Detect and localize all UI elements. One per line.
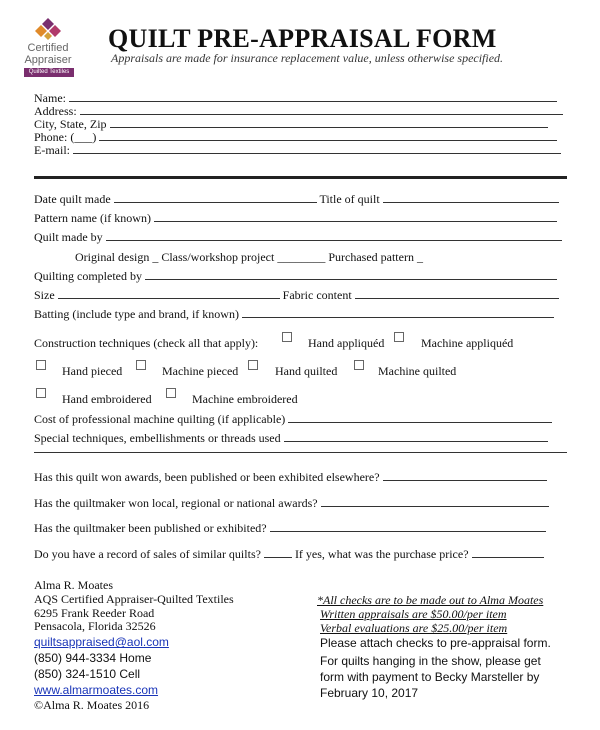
published-question[interactable]: [34, 521, 546, 535]
cost-label: Cost of professional machine quilting (if applicable): [34, 412, 286, 426]
special-techniques-line[interactable]: [284, 431, 548, 442]
date-made-line[interactable]: [114, 192, 317, 203]
verbal-evaluation-note: Verbal evaluations are $25.00/per item: [320, 621, 508, 635]
email-label: E-mail:: [34, 143, 70, 157]
machine-quilted-label: Machine quilted: [378, 364, 457, 378]
hand-pieced-label: Hand pieced: [62, 364, 123, 378]
email-field[interactable]: [34, 143, 561, 157]
quilting-by-line[interactable]: [145, 269, 557, 280]
hand-quilted-label: Hand quilted: [275, 364, 338, 378]
purchased-pattern-option[interactable]: Purchased pattern _: [328, 250, 423, 264]
hand-appliqued-label: Hand appliquéd: [308, 336, 385, 350]
published-label: Has the quiltmaker been published or exhibited?: [34, 521, 267, 535]
quilt-diamond-icon: [26, 18, 70, 40]
sales-question[interactable]: [34, 547, 544, 561]
class-project-option[interactable]: Class/workshop project ________: [161, 250, 326, 264]
city-field[interactable]: [34, 117, 548, 131]
awards-answer-line[interactable]: [383, 470, 547, 481]
made-by-line[interactable]: [106, 230, 562, 241]
batting-field[interactable]: [34, 307, 554, 321]
appraiser-street: 6295 Frank Reeder Road: [34, 605, 155, 620]
written-appraisal-note: Written appraisals are $50.00/per item: [320, 607, 507, 621]
address-field[interactable]: [34, 104, 563, 118]
deadline-date: February 10, 2017: [320, 686, 419, 700]
construction-label: Construction techniques (check all that apply):: [34, 336, 259, 350]
name-label: Name:: [34, 91, 66, 105]
show-note-2: form with payment to Becky Marsteller by: [320, 670, 540, 684]
checks-note: *All checks are to be made out to Alma Moates: [317, 593, 544, 607]
logo-line2: Appraiser: [24, 54, 72, 66]
appraiser-website-link[interactable]: www.almarmoates.com: [34, 682, 159, 697]
show-note-1: For quilts hanging in the show, please get: [320, 654, 541, 668]
name-line[interactable]: [69, 91, 557, 102]
design-source-row: [75, 250, 423, 264]
cost-field[interactable]: [34, 412, 552, 426]
quilting-by-label: Quilting completed by: [34, 269, 142, 283]
email-line[interactable]: [73, 143, 561, 154]
hand-pieced-checkbox[interactable]: [36, 360, 46, 370]
name-field[interactable]: [34, 91, 557, 105]
fabric-label: Fabric content: [282, 288, 352, 302]
appraiser-home-phone: (850) 944-3334 Home: [34, 650, 152, 665]
purchase-price-label: If yes, what was the purchase price?: [294, 547, 469, 561]
appraiser-cell-phone: (850) 324-1510 Cell: [34, 666, 141, 681]
batting-label: Batting (include type and brand, if known): [34, 307, 239, 321]
payment-notes: [317, 593, 551, 701]
machine-quilted-checkbox[interactable]: [354, 360, 364, 370]
awards-question-label: Has this quilt won awards, been published or been exhibited elsewhere?: [34, 470, 380, 484]
sales-label: Do you have a record of sales of similar quilts?: [34, 547, 261, 561]
form-title: QUILT PRE-APPRAISAL FORM: [108, 24, 497, 53]
address-line[interactable]: [80, 104, 563, 115]
title-line[interactable]: [383, 192, 559, 203]
size-field[interactable]: [34, 288, 559, 302]
attach-checks-note: Please attach checks to pre-appraisal form.: [320, 636, 551, 650]
quiltmaker-awards-line[interactable]: [321, 496, 549, 507]
appraiser-email-link[interactable]: quiltsappraised@aol.com: [34, 635, 169, 650]
appraiser-company: AQS Certified Appraiser-Quilted Textiles: [34, 591, 234, 606]
special-techniques-field[interactable]: [34, 431, 548, 445]
hand-embroidered-label: Hand embroidered: [62, 392, 152, 406]
made-by-label: Quilt made by: [34, 230, 103, 244]
certified-appraiser-logo: [12, 18, 84, 84]
machine-appliqued-checkbox[interactable]: [394, 332, 404, 342]
hand-appliqued-checkbox[interactable]: [282, 332, 292, 342]
divider-line: [34, 452, 567, 453]
hand-quilted-checkbox[interactable]: [248, 360, 258, 370]
date-made-label: Date quilt made: [34, 192, 111, 206]
size-label: Size: [34, 288, 55, 302]
pattern-name-label: Pattern name (if known): [34, 211, 151, 225]
date-made-field[interactable]: [34, 192, 559, 206]
appraiser-contact: [34, 579, 234, 713]
city-label: City, State, Zip: [34, 117, 107, 131]
phone-field[interactable]: [34, 130, 557, 144]
machine-pieced-checkbox[interactable]: [136, 360, 146, 370]
city-line[interactable]: [110, 117, 548, 128]
pattern-name-field[interactable]: [34, 211, 557, 225]
appraiser-city: Pensacola, Florida 32526: [34, 619, 156, 634]
machine-pieced-label: Machine pieced: [162, 364, 239, 378]
size-line[interactable]: [58, 288, 280, 299]
published-line[interactable]: [270, 521, 546, 532]
sales-line[interactable]: [264, 547, 292, 558]
quilting-by-field[interactable]: [34, 269, 557, 283]
phone-label: Phone: (___): [34, 130, 97, 144]
machine-embroidered-checkbox[interactable]: [166, 388, 176, 398]
appraiser-name: Alma R. Moates: [34, 578, 113, 592]
awards-question[interactable]: [34, 470, 547, 484]
logo-line1: Certified: [27, 42, 69, 54]
form-subtitle: Appraisals are made for insurance replacement value, unless otherwise specified.: [111, 51, 504, 65]
section-divider: [34, 176, 567, 179]
quiltmaker-awards-question[interactable]: [34, 496, 549, 510]
machine-embroidered-label: Machine embroidered: [192, 392, 298, 406]
original-design-option[interactable]: Original design _: [75, 250, 159, 264]
machine-appliqued-label: Machine appliquéd: [421, 336, 514, 350]
batting-line[interactable]: [242, 307, 554, 318]
address-label: Address:: [34, 104, 77, 118]
quiltmaker-awards-label: Has the quiltmaker won local, regional or national awards?: [34, 496, 318, 510]
special-techniques-label: Special techniques, embellishments or threads used: [34, 431, 281, 445]
phone-line[interactable]: [99, 130, 557, 141]
copyright-text: ©Alma R. Moates 2016: [34, 698, 150, 713]
made-by-field[interactable]: [34, 230, 562, 244]
title-label: Title of quilt: [319, 192, 380, 206]
hand-embroidered-checkbox[interactable]: [36, 388, 46, 398]
pattern-name-line[interactable]: [154, 211, 557, 222]
purchase-price-line[interactable]: [472, 547, 544, 558]
logo-bar: Quilted Textiles: [24, 68, 74, 77]
cost-line[interactable]: [288, 412, 552, 423]
fabric-line[interactable]: [355, 288, 559, 299]
